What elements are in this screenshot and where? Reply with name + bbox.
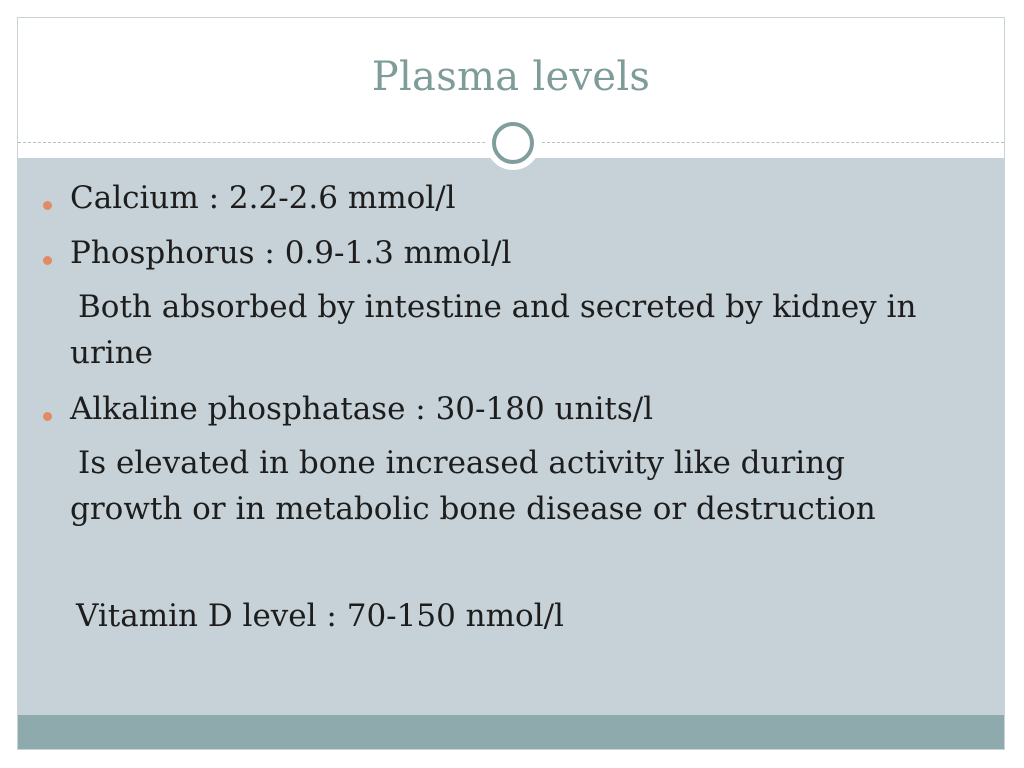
- bullet-icon: [43, 201, 52, 210]
- note-line: Is elevated in bone increased activity like during: [78, 445, 845, 481]
- circle-icon: [492, 122, 534, 164]
- note-line: urine: [70, 335, 154, 371]
- vitamin-d-line: Vitamin D level : 70-150 nmol/l: [76, 598, 564, 634]
- slide-title: Plasma levels: [371, 54, 651, 100]
- bullet-icon: [43, 256, 52, 265]
- bullet-item-calcium: Calcium : 2.2-2.6 mmol/l: [70, 180, 456, 216]
- note-line: Both absorbed by intestine and secreted by kidney in: [78, 289, 917, 325]
- slide: [17, 17, 1005, 750]
- bullet-icon: [43, 412, 52, 421]
- bullet-item-alkaline-phosphatase: Alkaline phosphatase : 30-180 units/l: [70, 391, 654, 427]
- title-ring-ornament: [486, 116, 540, 170]
- content-area: [18, 158, 1004, 716]
- bullet-item-phosphorus: Phosphorus : 0.9-1.3 mmol/l: [70, 235, 512, 271]
- note-line: growth or in metabolic bone disease or destruction: [70, 491, 876, 527]
- footer-band: [18, 715, 1004, 749]
